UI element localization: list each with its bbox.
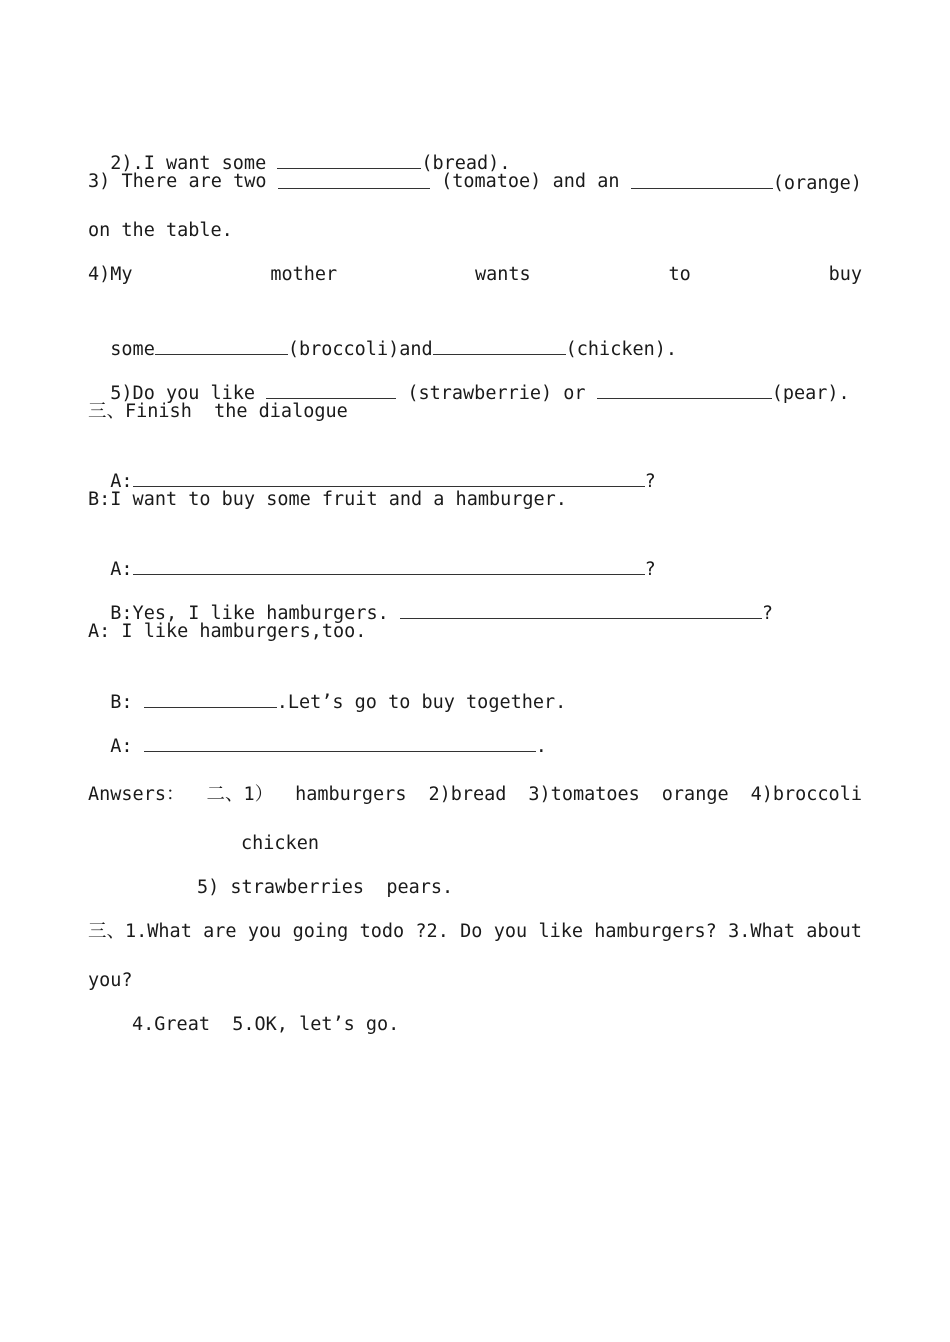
q3-number: 3) (88, 171, 111, 192)
q4-some: some (110, 339, 155, 360)
dialogue-a2 (88, 532, 862, 582)
q4-hint-chicken: (chicken). (565, 339, 678, 360)
dialogue-blank[interactable] (133, 468, 645, 487)
dialogue-b3-rest: .Let’s go to buy together. (276, 692, 567, 713)
question-4 (88, 263, 862, 287)
question-mark: ? (761, 603, 774, 624)
q4-hint-broccoli: (broccoli)and (287, 339, 433, 360)
speaker-a: A: (110, 736, 144, 757)
answer-blank[interactable] (277, 150, 421, 169)
answer-item: orange (661, 784, 729, 805)
answer-item: 4)broccoli (750, 784, 862, 805)
q5-hint-pear: (pear). (771, 383, 850, 404)
answer-word: 三、1.What (88, 921, 192, 942)
answer-word: like (538, 921, 583, 942)
answer-word: 3.What (728, 921, 795, 942)
q5-prefix: 5)Do you like (110, 383, 267, 404)
answer-blank[interactable] (433, 336, 566, 355)
q5-mid: (strawberrie) or (396, 383, 597, 404)
period: . (535, 736, 547, 757)
speaker-a: A: (110, 471, 133, 492)
q4-word: to (668, 264, 691, 285)
q3-word: and (552, 171, 586, 192)
speaker-a: A: (110, 559, 133, 580)
answers-line-5: you? (88, 970, 133, 991)
answer-item: hamburgers (295, 784, 407, 805)
q3-hint-orange: (orange) (772, 173, 862, 194)
answer-word: todo (359, 921, 405, 942)
question-5 (88, 356, 862, 406)
dialogue-a3: A: I like hamburgers,too. (88, 621, 367, 642)
answer-word: going (292, 921, 349, 942)
question-mark: ? (644, 471, 656, 492)
dialogue-blank[interactable] (144, 733, 536, 752)
answer-item: 3)tomatoes (528, 784, 640, 805)
q3-word: There (121, 171, 178, 192)
answers-line-3: 5) strawberries pears. (197, 877, 454, 898)
speaker-b: B: (110, 692, 144, 713)
q3-word: are (188, 171, 222, 192)
answer-word: hamburgers? (594, 921, 717, 942)
question-mark: ? (644, 559, 656, 580)
question-4-continuation (88, 312, 862, 362)
answers-line-4 (88, 920, 862, 944)
answers-line-6: 4.Great 5.OK, let’s go. (132, 1014, 400, 1035)
q4-word: buy (828, 264, 862, 285)
answers-section-2: 二、1） (206, 784, 274, 805)
q4-word: mother (270, 264, 338, 285)
answer-item: 2)bread (428, 784, 507, 805)
question-2-prefix: 2).I want some (110, 153, 278, 174)
q3-word: two (233, 171, 267, 192)
answer-blank[interactable] (631, 170, 773, 189)
section-3-heading: 三、Finish the dialogue (88, 401, 348, 422)
question-3 (88, 170, 862, 196)
question-3-continuation: on the table. (88, 220, 233, 241)
answer-word: you (493, 921, 528, 942)
dialogue-a4 (88, 709, 862, 759)
dialogue-blank[interactable] (133, 556, 645, 575)
dialogue-blank[interactable] (144, 689, 277, 708)
answer-blank[interactable] (155, 336, 288, 355)
dialogue-blank[interactable] (400, 600, 762, 619)
dialogue-b2 (88, 576, 862, 626)
answer-blank[interactable] (278, 170, 430, 189)
question-2-hint: (bread). (421, 153, 511, 174)
answer-word: ?2. (415, 921, 449, 942)
answer-blank[interactable] (597, 380, 772, 399)
answer-blank[interactable] (266, 380, 396, 399)
q3-blank-group (631, 170, 862, 196)
dialogue-b3 (88, 665, 862, 715)
q4-word: 4)My (88, 264, 133, 285)
question-2 (88, 126, 862, 176)
answer-word: you (247, 921, 282, 942)
answers-label: Anwsers： (88, 784, 185, 805)
answer-word: Do (460, 921, 483, 942)
answer-word: about (806, 921, 862, 942)
q3-word: an (597, 171, 620, 192)
answer-word: are (203, 921, 237, 942)
answers-line-2: chicken (241, 833, 319, 854)
q3-hint-tomatoe: (tomatoe) (441, 171, 542, 192)
answers-line-1 (88, 783, 862, 807)
dialogue-b2-text: B:Yes, I like hamburgers. (110, 603, 400, 624)
q4-word: wants (474, 264, 531, 285)
dialogue-a1 (88, 444, 862, 494)
dialogue-b1: B:I want to buy some fruit and a hamburger. (88, 489, 567, 510)
